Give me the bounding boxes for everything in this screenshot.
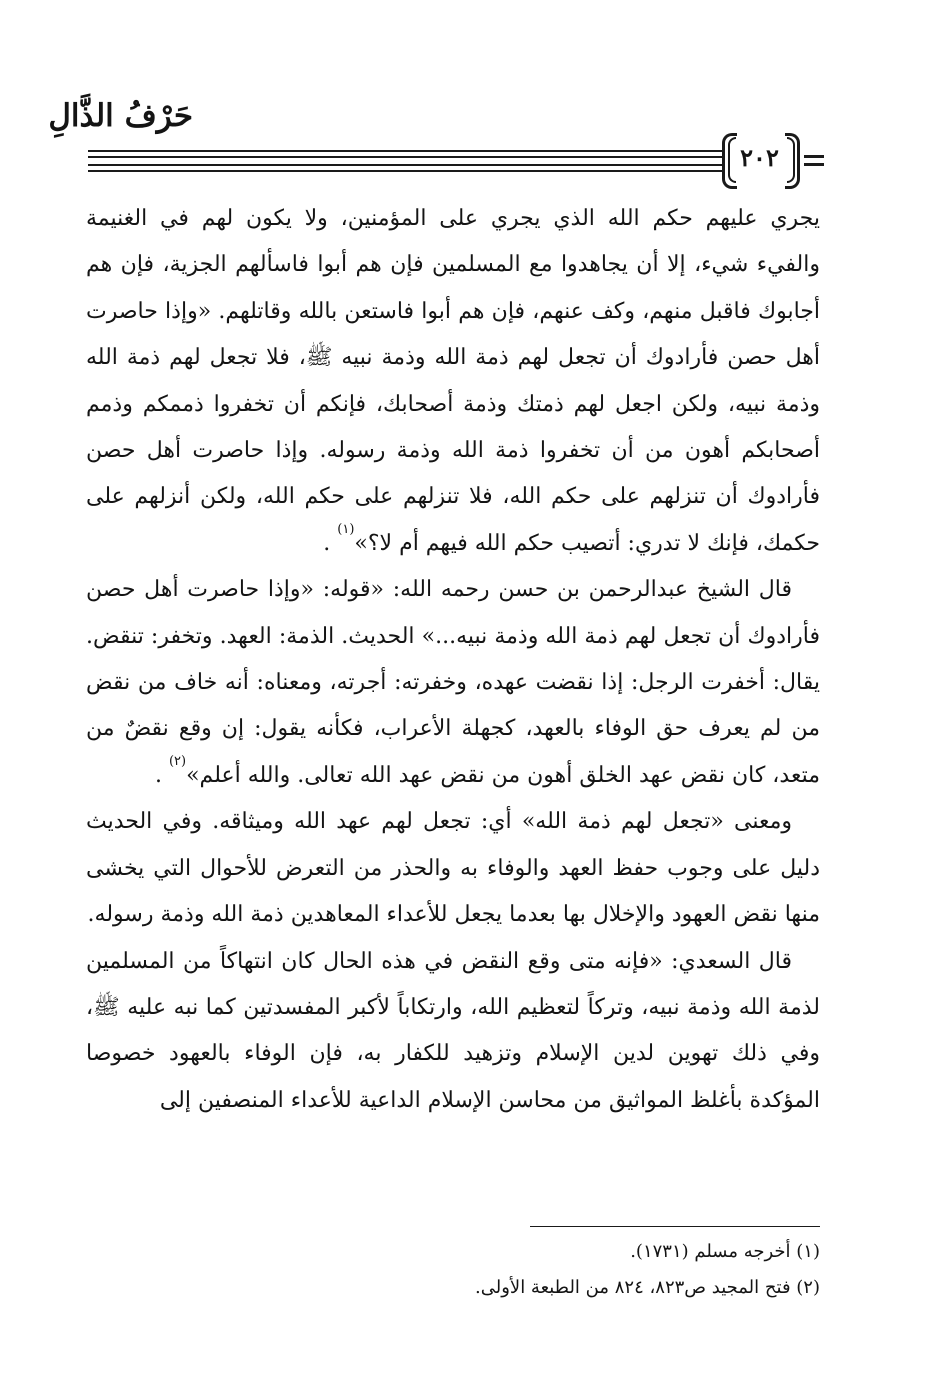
footnote-ref[interactable]: (٢) — [168, 753, 187, 769]
header-rule — [88, 156, 722, 158]
paragraph-text: يجري عليهم حكم الله الذي يجري على المؤمنين، ولا يكون لهم في الغنيمة والفيء شيء، إلا أن يجاهدوا مع المسلمين فإن هم أبوا فاسألهم الجزية، فإن هم أجابوك فاقبل منهم، وكف عنهم، فإن هم أبوا فاستعن بالله وقاتلهم. «وإذا حاصرت أهل حصن فأرادوك أن تجعل لهم ذمة الله وذمة نبيه ﷺ، فلا تجعل لهم ذمة الله وذمة نبيه، ولكن اجعل لهم ذمتك وذمة أصحابك، فإنكم أن تخفروا ذممكم وذمم أصحابكم أهون من أن تخفروا ذمة الله وذمة رسوله. وإذا حاصرت أهل حصن فأرادوك أن تنزلهم على حكم الله، فلا تنزلهم على حكم الله، ولكن أنزلهم على حكمك، فإنك لا تدري: أتصيب حكم الله فيهم أم لا؟» — [86, 206, 820, 556]
footnotes — [120, 1234, 820, 1306]
page-number-bracket-right — [787, 137, 795, 183]
header-rule — [88, 170, 722, 172]
footnote: (١) أخرجه مسلم (١٧٣١). — [630, 1241, 820, 1262]
header-rule — [88, 164, 722, 166]
footnote-separator — [530, 1226, 820, 1227]
header-rule — [88, 150, 722, 152]
paragraph: قال الشيخ عبدالرحمن بن حسن رحمه الله: «قوله: «وإذا حاصرت أهل حصن فأرادوك أن تجعل لهم ذمة الله وذمة نبيه...» الحديث. الذمة: العهد. وتخفر: تنقض. يقال: أخفرت الرجل: إذا نقضت عهده، وخفرته: أجرته، ومعناه: أنه خاف من نقض من لم يعرف حق الوفاء بالعهد، كجهلة الأعراب، فكأنه يقول: إن وقع نقضٌ من متعد، كان نقض عهد الخلق أهون من نقض عهد الله تعالى. والله أعلم»$^{(٢)}$ . — [86, 577, 820, 788]
paragraph-text: قال الشيخ عبدالرحمن بن حسن رحمه الله: «قوله: «وإذا حاصرت أهل حصن فأرادوك أن تجعل لهم ذمة الله وذمة نبيه...» الحديث. الذمة: العهد. وتخفر: تنقض. يقال: أخفرت الرجل: إذا نقضت عهده، وخفرته: أجرته، ومعناه: أنه خاف من نقض من لم يعرف حق الوفاء بالعهد، كجهلة الأعراب، فكأنه يقول: إن وقع نقضٌ من متعد، كان نقض عهد الخلق أهون من نقض عهد الله تعالى. والله أعلم» — [86, 577, 820, 788]
paragraph-text: ومعنى «تجعل لهم ذمة الله» أي: تجعل لهم عهد الله وميثاقه. وفي الحديث دليل على وجوب حفظ العهد والوفاء به والحذر من التعرض للأحوال التي يخشى منها نقض العهود والإخلال بها بعدما يجعل للأعداء المعاهدين ذمة الله وذمة رسوله. — [86, 809, 820, 928]
header-rule-end — [804, 163, 824, 166]
paragraph — [86, 939, 820, 1125]
footnote-ref[interactable]: (١) — [337, 521, 355, 537]
body-text — [86, 196, 820, 1124]
paragraph-text: قال السعدي: «فإنه متى وقع النقض في هذه الحال كان انتهاكاً من المسلمين لذمة الله وذمة نبيه، وتركاً لتعظيم الله، وارتكاباً لأكبر المفسدتين كما نبه عليه ﷺ، وفي ذلك تهوين لدين الإسلام وتزهيد للكفار به، فإن الوفاء بالعهود خصوصا المؤكدة بأغلظ المواثيق من محاسن الإسلام الداعية للأعداء المنصفين إلى — [86, 948, 820, 1113]
running-head: حَرْفُ الذَّالِ — [48, 98, 193, 134]
page-number: ٢٠٢ — [740, 143, 779, 172]
paragraph: يجري عليهم حكم الله الذي يجري على المؤمنين، ولا يكون لهم في الغنيمة والفيء شيء، إلا أن يجاهدوا مع المسلمين فإن هم أبوا فاسألهم الجزية، فإن هم أجابوك فاقبل منهم، وكف عنهم، فإن هم أبوا فاستعن بالله وقاتلهم. «وإذا حاصرت أهل حصن فأرادوك أن تجعل لهم ذمة الله وذمة نبيه ﷺ، فلا تجعل لهم ذمة الله وذمة نبيه، ولكن اجعل لهم ذمتك وذمة أصحابك، فإنكم أن تخفروا ذممكم وذمم أصحابكم أهون من أن تخفروا ذمة الله وذمة رسوله. وإذا حاصرت أهل حصن فأرادوك أن تنزلهم على حكم الله، فلا تنزلهم على حكم الله، ولكن أنزلهم على حكمك، فإنك لا تدري: أتصيب حكم الله فيهم أم لا؟»$^{(١)}$ . — [86, 206, 820, 556]
header-rule-end — [804, 155, 824, 158]
footnote: (٢) فتح المجيد ص٨٢٣، ٨٢٤ من الطبعة الأولى. — [475, 1277, 820, 1298]
paragraph — [86, 799, 820, 938]
